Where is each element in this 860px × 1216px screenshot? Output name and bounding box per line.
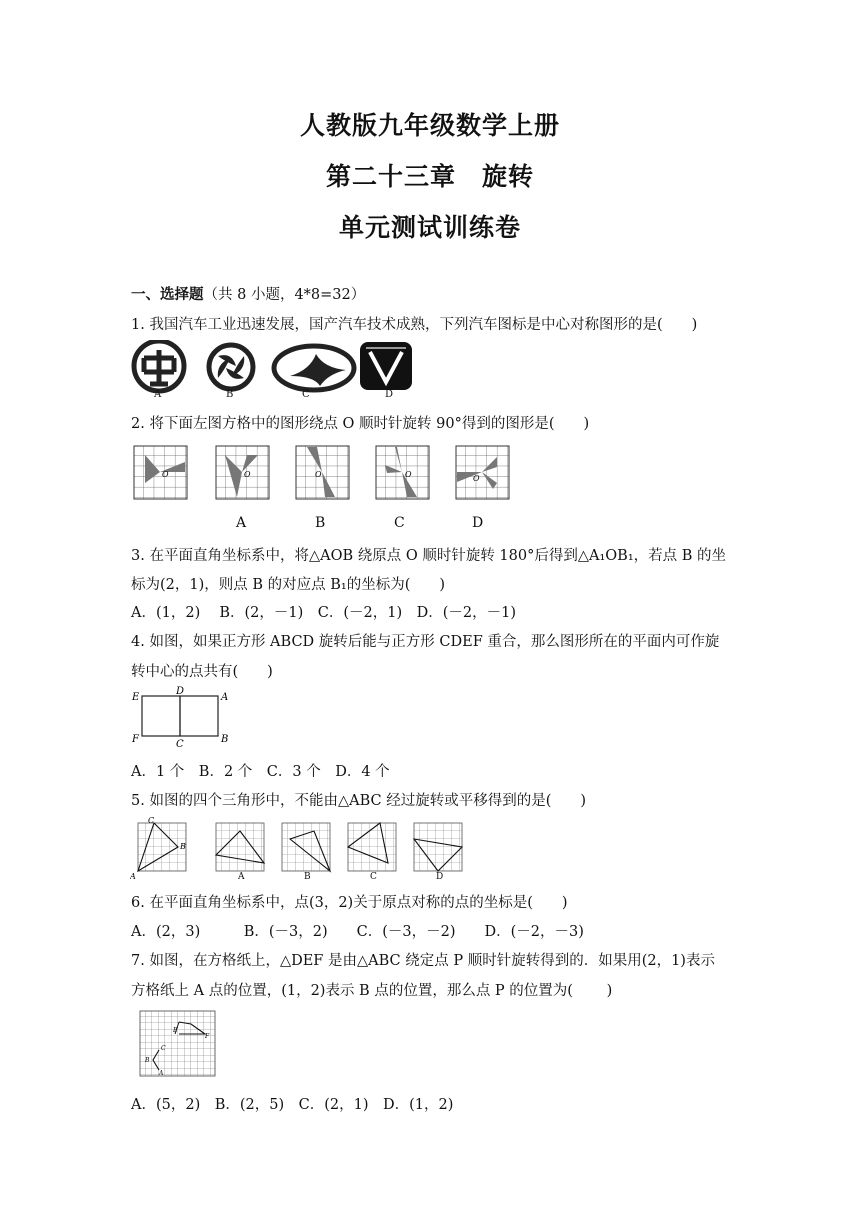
question-7-line2: 方格纸上 A 点的位置，(1，2)表示 B 点的位置，那么点 P 的位置为( )	[131, 983, 613, 999]
q1-label-d: D	[385, 389, 394, 400]
q4-point-a: A	[221, 692, 229, 703]
question-7-line1: 7. 如图，在方格纸上，△DEF 是由△ABC 绕定点 P 顺时针旋转得到的．如果用(2，1)表示	[131, 953, 715, 969]
q5-label-d: D	[436, 872, 444, 882]
svg-text:E: E	[173, 1027, 178, 1034]
q4-squares-figure	[130, 684, 235, 750]
logo-a-icon	[134, 341, 184, 391]
question-2: 2. 将下面左图方格中的图形绕点 O 顺时针旋转 90°得到的图形是( )	[131, 416, 590, 432]
svg-text:C: C	[161, 1045, 166, 1052]
q2-option-c-grid	[376, 446, 429, 499]
section-label: 一、选择题	[131, 287, 204, 303]
q5-label-c: C	[370, 872, 377, 882]
q2-label-d: D	[472, 515, 484, 531]
q1-label-c: C	[302, 389, 310, 400]
q5-label-a: A	[238, 872, 245, 882]
q2-option-d-grid	[456, 446, 509, 499]
question-4-line1: 4. 如图，如果正方形 ABCD 旋转后能与正方形 CDEF 重合，那么图形所在的平面内可作旋	[131, 634, 720, 650]
doc-title: 人教版九年级数学上册	[299, 111, 560, 140]
logo-c-icon	[274, 346, 354, 390]
question-6: 6. 在平面直角坐标系中，点(3，2)关于原点对称的点的坐标是( )	[131, 895, 568, 911]
question-3-options: A．(1，2) B．(2，－1) C．(－2，1) D．(－2，－1)	[131, 605, 517, 621]
test-title: 单元测试训练卷	[338, 213, 521, 242]
q1-label-a: A	[154, 389, 162, 400]
q1-logo-figure	[130, 340, 420, 402]
q2-grid-figure	[133, 445, 518, 503]
question-3-line2: 标为(2，1)，则点 B 的对应点 B₁的坐标为( )	[131, 577, 446, 593]
q4-point-d: D	[176, 686, 185, 697]
svg-text:O: O	[405, 470, 412, 479]
question-3-line1: 3. 在平面直角坐标系中，将△AOB 绕原点 O 顺时针旋转 180°后得到△A₁OB₁，若点 B 的坐	[131, 548, 727, 564]
logo-d-icon	[360, 342, 412, 390]
chapter-title: 第二十三章 旋转	[325, 162, 534, 191]
q5-option-b	[282, 823, 330, 871]
q5-triangle-figure	[130, 815, 470, 887]
q4-point-b: B	[221, 734, 229, 745]
svg-text:A: A	[159, 1070, 164, 1077]
svg-text:O: O	[473, 474, 480, 483]
question-5: 5. 如图的四个三角形中，不能由△ABC 经过旋转或平移得到的是( )	[131, 793, 587, 809]
svg-text:O: O	[315, 470, 322, 479]
question-1: 1. 我国汽车工业迅速发展，国产汽车技术成熟，下列汽车图标是中心对称图形的是( )	[131, 317, 698, 333]
q2-label-b: B	[315, 515, 326, 531]
q5-point-a: A	[130, 872, 136, 881]
q1-label-b: B	[226, 389, 234, 400]
q5-label-b: B	[304, 872, 311, 882]
q5-original	[130, 816, 186, 881]
svg-text:O: O	[244, 470, 251, 479]
q4-point-f: F	[132, 734, 139, 745]
q4-point-c: C	[176, 739, 184, 750]
logo-b-icon	[209, 345, 253, 389]
q5-point-b: B	[180, 842, 186, 851]
q2-option-b-grid	[296, 446, 349, 499]
question-4-options: A．1 个 B．2 个 C．3 个 D．4 个	[131, 764, 390, 780]
q2-original-grid	[134, 446, 187, 499]
svg-text:O: O	[162, 470, 169, 479]
section-note: （共 8 小题，4*8=32）	[203, 287, 366, 303]
question-7-options: A．(5，2) B．(2，5) C．(2，1) D．(1，2)	[131, 1097, 454, 1113]
q4-point-e: E	[132, 692, 140, 703]
q5-option-d	[414, 823, 462, 871]
q7-grid-figure	[139, 1010, 217, 1078]
question-4-line2: 转中心的点共有( )	[131, 664, 273, 680]
question-6-options: A．(2，3) B．(－3，2) C．(－3，－2) D．(－2，－3)	[131, 924, 584, 940]
q5-point-c: C	[148, 816, 155, 825]
q2-label-c: C	[394, 515, 405, 531]
svg-text:B: B	[145, 1057, 150, 1064]
q5-option-a	[216, 823, 264, 871]
svg-text:F: F	[205, 1033, 210, 1040]
q2-label-a: A	[236, 515, 247, 531]
q5-option-c	[348, 823, 396, 871]
q2-option-a-grid	[216, 446, 269, 499]
section-heading	[131, 283, 365, 304]
